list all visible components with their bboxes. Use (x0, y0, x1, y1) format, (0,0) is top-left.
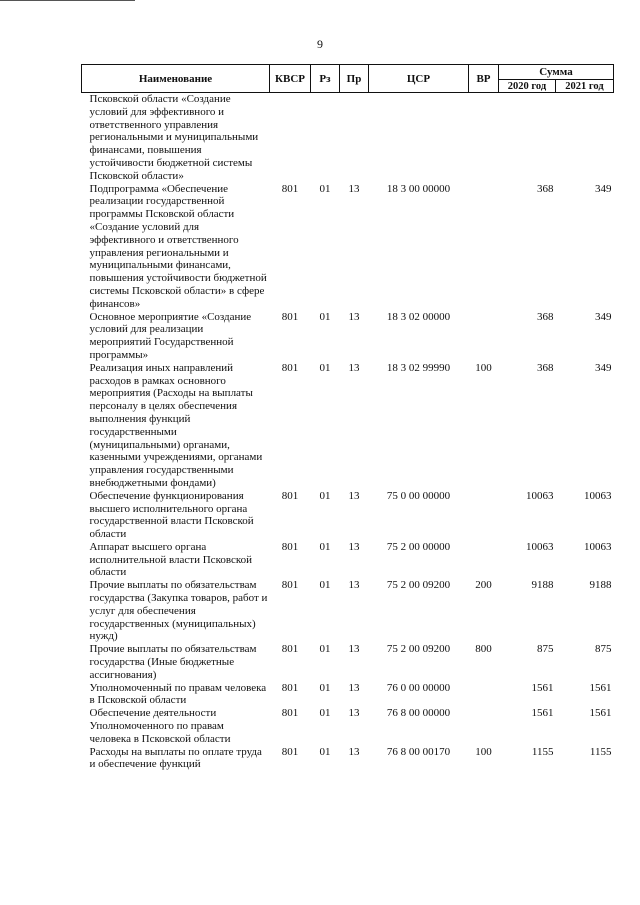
cell-pr: 13 (348, 579, 360, 592)
header-csr: ЦСР (369, 65, 469, 93)
header-name: Наименование (82, 65, 270, 93)
top-rule (0, 0, 135, 1)
cell-sum-2020: 368 (537, 361, 554, 374)
cell-csr: 76 8 00 00170 (386, 745, 451, 758)
cell-pr (340, 93, 369, 183)
header-rz: Рз (311, 65, 340, 93)
cell-pr: 13 (348, 361, 360, 374)
cell-rz (311, 93, 340, 183)
cell-pr: 13 (348, 745, 360, 758)
cell-vr (469, 682, 499, 708)
cell-pr: 13 (348, 540, 360, 553)
cell-vr (469, 311, 499, 362)
cell-name: Обеспечение деятельности Уполномоченного по правам человека в Псковской области (89, 707, 231, 745)
header-sum: Сумма (499, 65, 614, 80)
cell-sum-2021: 1561 (589, 681, 612, 694)
cell-pr: 13 (348, 707, 360, 720)
table-row (82, 643, 614, 681)
cell-sum-2021: 10063 (584, 540, 612, 553)
cell-pr: 13 (348, 182, 360, 195)
cell-rz: 01 (319, 643, 331, 656)
cell-name: Прочие выплаты по обязательствам государства (Закупка товаров, работ и услуг для обеспечения государственных (муниципальных) нужд) (89, 579, 268, 643)
cell-rz: 01 (319, 361, 331, 374)
cell-kvsr: 801 (281, 489, 299, 502)
cell-vr: 200 (475, 579, 492, 592)
table-header-row (82, 65, 614, 80)
cell-vr (469, 541, 499, 579)
table-row (82, 682, 614, 708)
cell-name: Аппарат высшего органа исполнительной власти Псковской области (89, 540, 253, 579)
cell-csr: 18 3 00 00000 (386, 182, 451, 195)
cell-sum-2020: 368 (537, 310, 554, 323)
cell-csr: 18 3 02 00000 (386, 310, 451, 323)
cell-rz: 01 (319, 707, 331, 720)
cell-sum-2020: 875 (537, 643, 554, 656)
page-number: 9 (317, 37, 323, 51)
cell-pr: 13 (348, 681, 360, 694)
cell-pr: 13 (348, 643, 360, 656)
cell-sum-2020: 10063 (526, 489, 554, 502)
cell-vr (469, 183, 499, 311)
cell-sum-2021 (556, 93, 614, 183)
cell-csr (369, 93, 469, 183)
cell-name: Обеспечение функционирования высшего исполнительного органа государственной власти Псковской области (89, 489, 254, 541)
cell-sum-2021: 349 (595, 361, 612, 374)
cell-sum-2020: 1561 (531, 707, 554, 720)
header-vr: ВР (469, 65, 499, 93)
cell-kvsr: 801 (281, 707, 299, 720)
cell-sum-2020: 1155 (531, 745, 554, 758)
table-row (82, 541, 614, 579)
cell-csr: 76 0 00 00000 (386, 681, 451, 694)
cell-vr: 100 (475, 361, 492, 374)
header-kvsr: КВСР (270, 65, 311, 93)
table-row (82, 311, 614, 362)
cell-vr: 100 (475, 745, 492, 758)
cell-sum-2021: 349 (595, 310, 612, 323)
table-row (82, 579, 614, 643)
cell-sum-2020 (499, 93, 556, 183)
table-row (82, 707, 614, 745)
cell-sum-2021: 1561 (589, 707, 612, 720)
cell-kvsr: 801 (281, 579, 299, 592)
table-row (82, 183, 614, 311)
cell-kvsr: 801 (281, 745, 299, 758)
cell-rz: 01 (319, 182, 331, 195)
cell-pr: 13 (348, 489, 360, 502)
cell-sum-2021: 875 (595, 643, 612, 656)
cell-sum-2020: 368 (537, 182, 554, 195)
cell-csr: 75 0 00 00000 (386, 489, 451, 502)
cell-vr (469, 93, 499, 183)
cell-csr: 18 3 02 99990 (386, 361, 451, 374)
cell-kvsr (270, 93, 311, 183)
header-pr: Пр (340, 65, 369, 93)
header-year-2021: 2021 год (556, 80, 614, 93)
cell-kvsr: 801 (281, 361, 299, 374)
cell-sum-2020: 10063 (526, 540, 554, 553)
cell-pr: 13 (348, 310, 360, 323)
cell-kvsr: 801 (281, 643, 299, 656)
cell-vr: 800 (475, 643, 492, 656)
cell-rz: 01 (319, 745, 331, 758)
table-row (82, 362, 614, 490)
table-body (82, 93, 614, 772)
cell-csr: 75 2 00 09200 (386, 643, 451, 656)
cell-sum-2021: 349 (595, 182, 612, 195)
table-row (82, 490, 614, 541)
cell-name: Расходы на выплаты по оплате труда и обеспечение функций (89, 745, 262, 771)
cell-vr (469, 707, 499, 745)
cell-sum-2021: 10063 (584, 489, 612, 502)
cell-sum-2021: 1155 (589, 745, 612, 758)
cell-rz: 01 (319, 489, 331, 502)
cell-rz: 01 (319, 579, 331, 592)
cell-kvsr: 801 (281, 681, 299, 694)
cell-sum-2020: 9188 (531, 579, 554, 592)
cell-rz: 01 (319, 681, 331, 694)
table-row (82, 746, 614, 772)
table-row (82, 93, 614, 183)
budget-table (81, 64, 614, 771)
cell-rz: 01 (319, 540, 331, 553)
cell-kvsr: 801 (281, 310, 299, 323)
cell-kvsr: 801 (281, 540, 299, 553)
cell-name: Подпрограмма «Обеспечение реализации государственной программы Псковской области «Создание условий для эффективного и ответственного управления региональными и муниципальными финансами, повышения устойчивости бюджетной системы Псковской области» в сфере финансов» (89, 182, 267, 310)
cell-name: Прочие выплаты по обязательствам государства (Иные бюджетные ассигнования) (89, 643, 257, 681)
cell-vr (469, 490, 499, 541)
cell-name: Основное мероприятие «Создание условий для реализации мероприятий Государственной программы» (89, 310, 252, 361)
cell-name: Реализация иных направлений расходов в рамках основного мероприятия (Расходы на выплаты персоналу в целях обеспечения выполнения функций государственными (муниципальными) органами, казенными учреждениями, органами управления государственными внебюджетными фондами) (89, 361, 263, 489)
cell-csr: 75 2 00 00000 (386, 540, 451, 553)
cell-csr: 76 8 00 00000 (386, 707, 451, 720)
cell-sum-2020: 1561 (531, 681, 554, 694)
cell-name: Уполномоченный по правам человека в Псковской области (89, 681, 267, 707)
cell-kvsr: 801 (281, 182, 299, 195)
cell-sum-2021: 9188 (589, 579, 612, 592)
cell-csr: 75 2 00 09200 (386, 579, 451, 592)
header-year-2020: 2020 год (499, 80, 556, 93)
cell-name: Псковской области «Создание условий для эффективного и ответственного управления региональными и муниципальными финансами, повышения устойчивости бюджетной системы Псковской области» (89, 93, 259, 182)
cell-rz: 01 (319, 310, 331, 323)
